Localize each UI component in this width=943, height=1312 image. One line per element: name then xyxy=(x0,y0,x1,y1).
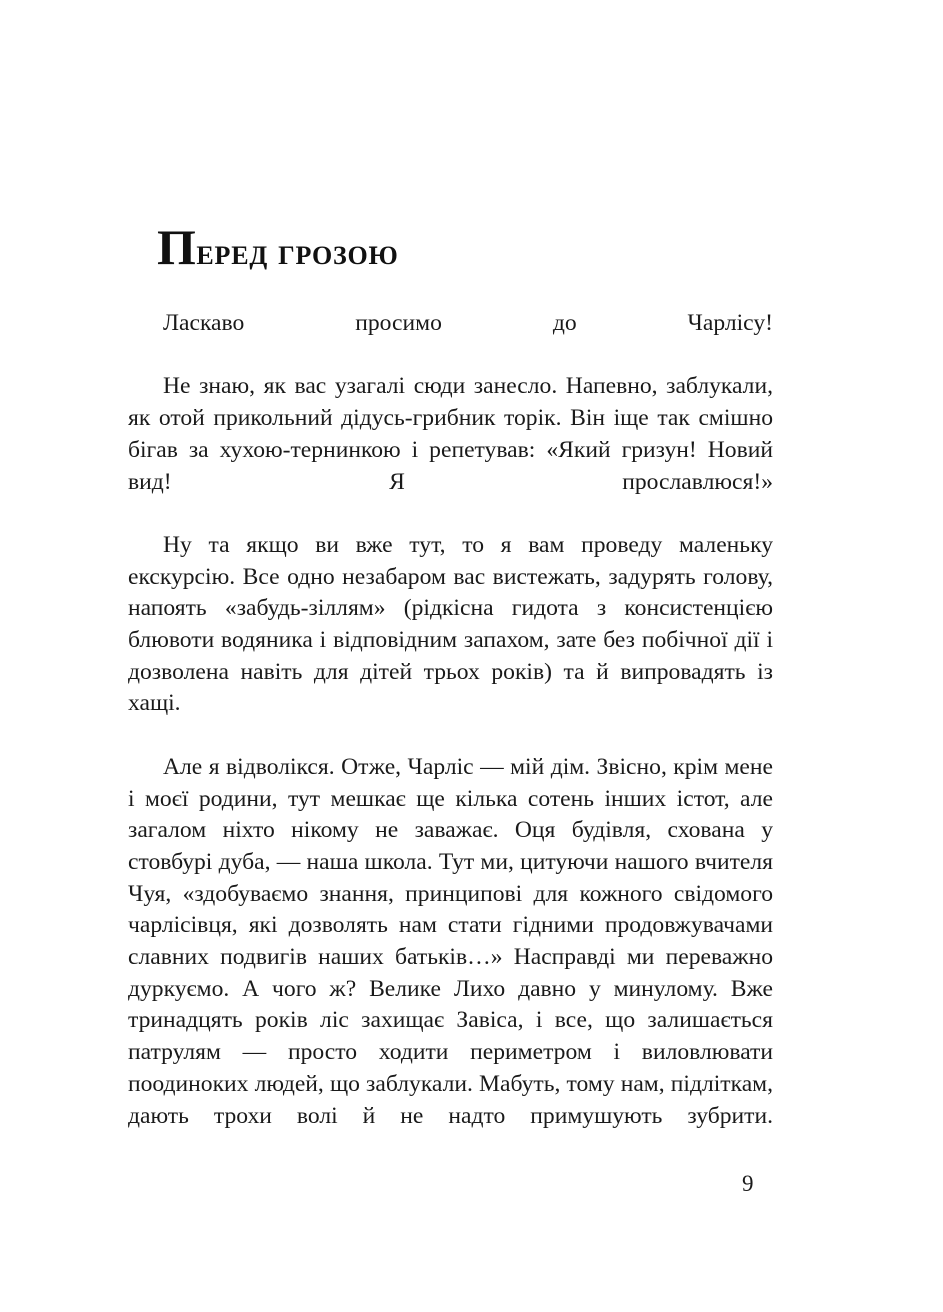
paragraph: Ласкаво просимо до Чарлісу! xyxy=(163,310,773,336)
page-number: 9 xyxy=(742,1171,754,1196)
paragraph: Але я відволікся. Отже, Чарліс — мій дім. Звісно, крім мене і моєї родини, тут мешкає ще кілька сотень інших істот, але загалом ніхто нікому не заважає. Оця будівля, схована у стовбурі дуба, — наша школа. Тут ми, цитуючи нашого вчителя Чуя, «здобуваємо знання, принципові для кожного свідомого чарлісівця, які дозволять нам стати гідними продовжувачами славних подвигів наших батьків…» Насправді ми переважно дуркуємо. А чого ж? Велике Лихо давно у минулому. Вже тринадцять років ліс захищає Завіса, і все, що залишається патрулям — просто ходити периметром і виловлювати поодиноких людей, що заблукали. Мабуть, тому нам, підліткам, дають трохи волі й не надто примушують зубрити. xyxy=(128,753,773,1129)
chapter-title-initial: П xyxy=(157,219,197,275)
paragraph: Ну та якщо ви вже тут, то я вам проведу маленьку екскурсію. Все одно незабаром вас вистежать, задурять голову, напоять «забудь-зіллям» (рідкісна гидота з консистенцією блювоти водяника і відповідним запахом, зате без побічної дії і дозволена навіть для дітей трьох років) та й випровадять із хащі. xyxy=(128,531,773,717)
chapter-title xyxy=(157,219,399,275)
chapter-title-rest: еред грозою xyxy=(196,232,399,273)
paragraph: Не знаю, як вас узагалі сюди занесло. Напевно, заблукали, як отой прикольний дідусь-грибник торік. Він іще так смішно бігав за хухою-тернинкою і репетував: «Який гризун! Новий вид! Я прославлюся!» xyxy=(128,373,773,495)
body-copy xyxy=(128,308,773,1164)
